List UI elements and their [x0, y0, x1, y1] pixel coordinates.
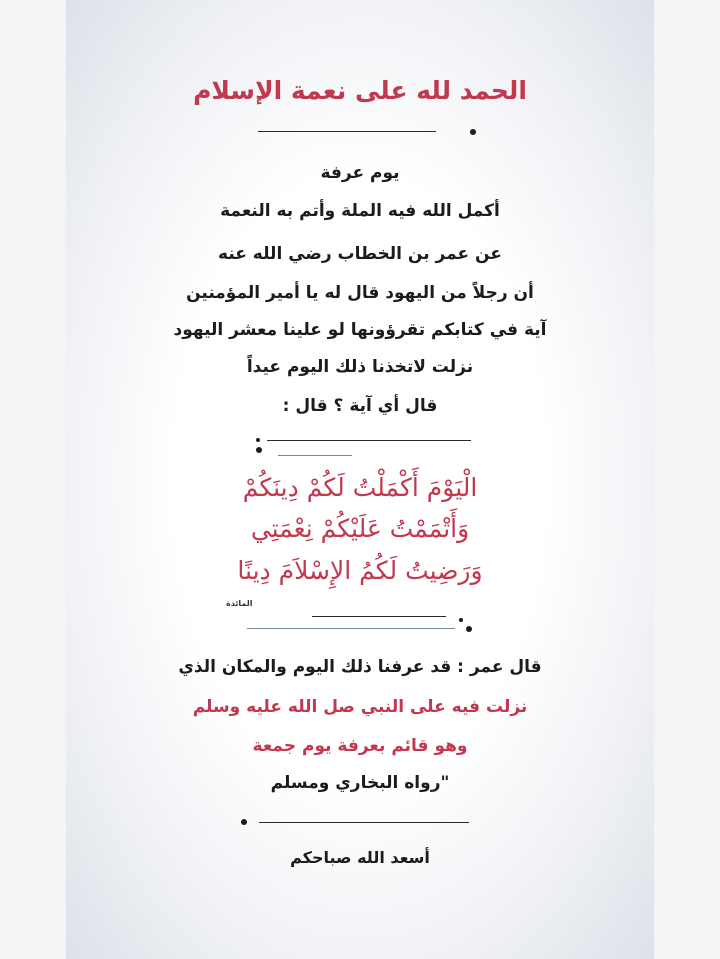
umar-line-1: قال عمر : قد عرفنا ذلك اليوم والمكان الذي — [178, 657, 542, 677]
umar-line-3: وهو قائم بعرفة يوم جمعة — [252, 736, 468, 756]
right-margin — [654, 0, 720, 959]
hadith-line-3: آية في كتابكم تقرؤونها لو علينا معشر اليهود — [173, 320, 547, 340]
divider-line — [258, 131, 436, 132]
card-title: الحمد لله على نعمة الإسلام — [193, 76, 527, 105]
surah-name: المائدة — [226, 599, 253, 608]
hadith-line-4: نزلت لاتخذنا ذلك اليوم عيداً — [246, 357, 474, 377]
divider-dot — [466, 626, 472, 632]
hadith-line-2: أن رجلاً من اليهود قال له يا أمير المؤمنين — [186, 283, 534, 303]
greeting-card — [66, 0, 654, 959]
closing-greeting: أسعد الله صباحكم — [290, 848, 430, 867]
divider-line — [267, 440, 471, 441]
umar-line-2: نزلت فيه على النبي صل الله عليه وسلم — [192, 697, 528, 717]
divider-line — [312, 616, 446, 617]
divider-dot — [256, 447, 262, 453]
divider-line — [247, 628, 455, 629]
divider-dot — [470, 129, 476, 135]
divider-line-short — [278, 455, 352, 456]
divider-line — [259, 822, 469, 823]
divider-dot — [241, 819, 247, 825]
verse-line-1: الْيَوْمَ أَكْمَلْتُ لَكُمْ دِينَكُمْ — [242, 473, 478, 502]
verse-line-3: وَرَضِيتُ لَكُمُ الإِسْلاَمَ دِينًا — [237, 556, 483, 585]
divider-dot — [459, 618, 463, 622]
intro-line-2: أكمل الله فيه الملة وأتم به النعمة — [220, 201, 500, 221]
hadith-line-5: قال أي آية ؟ قال : — [282, 396, 438, 416]
intro-line-1: يوم عرفة — [320, 163, 400, 183]
left-margin — [0, 0, 66, 959]
verse-line-2: وَأَتْمَمْتُ عَلَيْكُمْ نِعْمَتِي — [250, 514, 470, 543]
hadith-line-1: عن عمر بن الخطاب رضي الله عنه — [218, 244, 502, 264]
divider-dot — [256, 438, 260, 442]
hadith-source: "رواه البخاري ومسلم — [270, 773, 450, 793]
